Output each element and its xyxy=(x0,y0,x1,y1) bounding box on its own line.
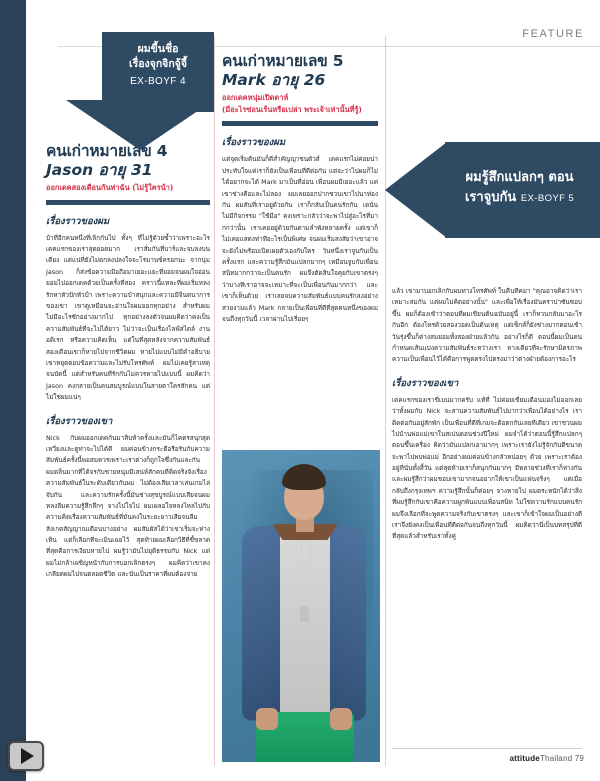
callout-tagline: EX-BOYF 4 xyxy=(130,76,186,88)
article-subtitle-2: (มีอะไรซ่อนเร้นหรือเปล่า พระเจ้าเท่านั้นที่รู้) xyxy=(222,104,362,114)
footer-edition: Thailand xyxy=(539,754,573,763)
feature-photo xyxy=(222,450,380,762)
photo-hand-left xyxy=(256,708,278,730)
callout-line-2: เรื่องจุกจิกจู้จี้ xyxy=(129,58,187,71)
section-rule xyxy=(46,200,210,205)
article-subtitle: ออกเดคสองเดือนกันท่าฉัน (ไม่รู้ใครน้า) xyxy=(46,182,174,192)
callout-text xyxy=(447,168,592,207)
my-story-body: บ้าที่อีกคนหนึ่งที่เลิกกันไป ทั้งๆ ที่ไม่รู้ด้วยซ้ำว่าเพราะอะไร เดคแรกของเราสุดยอดมาก เราสั่มกันที่บาร์และจบลงบนเตียง แต่แน่ที่ยังไม่ตกลงปลงใจจะโรมานซ์ครอกนะ จากนุ่ม Jason ก็ส่งข้อความมือถือมาเยอะแยะที่ยอมจนผมใจอ่อนยอมไปออกเดคด้วยเป็นครั้งที่สอง คราวนี้แหละที่ผมเริ่มหลงรักหาหัวปักหัวปำ เพราะความบ้าสนุกและความมีจินตนาการของเขา เขาดูเหมือนจะอ่านใจผมออกทุกอย่าง สำหรับผมไม่มีอะไรซักอย่างมากไป ทุกอย่างลงตัวจนผมคิดว่าคงเป็นความสัมพันธ์ที่จะไปได้ยาว ไม่ว่าจะเป็นเรื่องไลฟ์สไตล์ งานอดิเรก หรือความคิดเห็น แต่ในที่สุดหลังจากความสัมพันธ์สองเดือนเขาก็หายไปจากชีวิตผม หายไปแบบไม่มีคำอธิบาย เขาหยุดตอบข้อความและไม่รับโทรศัพท์ ผมไม่เคยรู้สาเหตุจนบัดนี้ แต่สำหรับคนที่รักกันไม่ควรหายไปแบบนี้ ผมคิดว่า Jason คงกลายเป็นคนสมบูรณ์แบบในสายตาใครสักคน แต่ไม่ใช่ผมแน่ๆ xyxy=(46,233,210,402)
his-story-body: Nick กับผมออกเดคกันมาสิบห้าครั้งและมันก็ไคตรสนุกสุดเหวี่ยงและดูท่าจะไปได้ดี ผมค่อนข้างกระดือรือรันกับความสัมพันธ์ครั้งนี้พอสมควรเพราะเราต่างก็ถูกใจซึ่งกันและกัน ผมตลิ่นมากที่ได้จรกับชายหนุ่มมีเสน่ห์สักคนที่คิดจริงจังเรื่องความสัมพันธ์ในระดับเดียวกับผม ไม่ต้องเสียเวลาเล่นเกมไล่จับกัน และความรักครั้งนี้มันช่างสุขบูรณ์แบบเสียจนผมหลงลืมความรู้สึกลึกๆ จางไปใจไป ผมเผลอใจหลงไหลไปกับความคิดเรื่องความสัมพันธ์ที่มั่นคงในระยะยาวเสียจนลืมสังเกตสัญญาณเตือนบางอย่าง ผมสัมผัสได้ว่าเขาเริ่มจะห่างเหิน แต่ก็เลือกที่จะเมินเฉยไว้ สุดท้ายผมเลือกวิธีที่ขี้ขลาดที่สุดคือการเงียบหายไป ผมรู้ว่ามันไม่ยุติธรรมกับ Nick แต่ผมไม่กล้าเผชิญหน้ากับการบอกเลิกตรงๆ ผมคิดว่าเขาคงเกลียดผมไปจนตลอดชีวิต และนั่นเป็นราคาที่ผมต้องจ่าย xyxy=(46,433,210,579)
article-column-middle xyxy=(222,52,378,325)
his-story-heading: เรื่องราวของเขา xyxy=(46,415,113,427)
article-column-right xyxy=(392,286,582,543)
footer-divider xyxy=(392,748,582,749)
article-column-left xyxy=(46,142,210,581)
footer-page-number: 79 xyxy=(574,754,584,763)
article-kicker: คนเก่าหมายเลข 5 xyxy=(222,52,344,70)
photo-hand-right xyxy=(330,708,352,730)
page-sheet xyxy=(26,0,600,781)
footer-credit xyxy=(509,754,584,763)
my-story-heading: เรื่องราวของผม xyxy=(222,137,286,149)
callout-text xyxy=(102,42,214,90)
callout-ex-boyf-4 xyxy=(66,32,214,150)
his-story-body: เดคแรกของเราขี่เบนมากครับ แท้ที่ ไม่ค่อยเขี่ยมเดือนมองไม่ออกเลยว่าทั้งผมกับ Nick จะสานความสัมพันธ์ไปมากว่าเพื่อนได้อย่างไร เราติดต่อกันอยู่สักพัก เป็นเพื่อนที่ดีที่เกมจะต้อตกกันเลยทีเดียว เขาชวนผมไปบ้านพ่อแม่เขาในสเปนตอนช่วงปีใหม่ ผมจำได้ว่าตอนนี้รู้สึกแปลกๆ ตอนขึ้นเครื่อง คิดว่ามันแปลกเอามากๆ เพราะเรายังไม่รู้จักกันดีขนาดจะพาไปพบพ่อแม่ อีกอย่างผมค่อนข้างกลัวหน่อยๆ ด้วย เพราะเราต้องอยู่ที่นั่นทั้งสิ้วัน แต่สุดท้ายเราก็สนุกกันมากๆ มีหลายช่วงที่เราก็ห่างกันและผมรู้สึกว่าผมชอบเขามากจนอยากให้เขาเป็นแฟนจริงๆ แต่เมื่อกลับถึงกรุงเทพฯ ความรู้สึกนั้นก็ค่อยๆ จางหายไป ผมตระหนักได้ว่าสิ่งที่ผมรู้สึกกับเขาคือความผูกพันแบบเพื่อนสนิท ไม่ใช่ความรักแบบคนรัก ผมจึงเลือกที่จะพูดความจริงกับเขาตรงๆ และเขาก็เข้าใจผมเป็นอย่างดี เราจึงยังคงเป็นเพื่อนที่ดีต่อกันจนถึงทุกวันนี้ ผมคิดว่านี่เป็นบทสรุปที่ดีที่สุดแล้วสำหรับเราทั้งคู่ xyxy=(392,395,582,541)
photo-necklace-chain xyxy=(301,542,311,608)
my-story-body-tail: แล้ว เขามาบอกเลิกกับผมทางโทรศัพท์ ในคืนทีคมา "คุณอาจคิดว่าเราเหมาะสมกัน แต่ผมไม่คิดอย่างนั้น" และเพื่อให้เรื่องมันคราปาซันซอบขึ้น ผมก็ต้องเซ้าว่าตอนที่ผมเขียนต้นฉบับอยู่นี้ เราก็หวนกลับมาอะไรกันอีก ต้องโทรด้วยสองวอดเป็นต้นเหตุ แต่เซ็กส์ก็ยังช่างมากตอนเช้าวันรุ่งขึ้นก็ต่างสมยอมทั้งสองฝ่ายแล้วกัน อย่างไรก็ดี ตอนนี้ผมเป็นคนกำหนดเส้นแบ่งความสัมพันธ์ระหว่างเรา ทางเดียวที่จะรักษามิตรภาพความเป็นเพื่อนไว้ได้คือการพูดตรงไปตรงมาว่าต่างฝ่ายต้องการอะไร xyxy=(392,287,582,364)
callout-line-1: ผมรู้สึกแปลกๆ ตอน xyxy=(465,170,574,185)
column-divider-left xyxy=(214,36,215,766)
his-story-heading: เรื่องราวของเขา xyxy=(392,377,459,389)
my-story-body: แต่จุดเริ่มต้นมันก็ดีสำคัญญาชนตัวส์ เดคแรกไม่ค่อยน่าประทับใจแค่เราก็ยังเป็นเพื่อนที่ดีต่อกัน แต่จะว่าไปผมก็ไม่ได้อยากจะได้ Mark มาเป็นที่อ่อน เพื่อนผมมีเยอะแล้ว แค่เขาช่างคือและไม่ลอง ผมเลยออกปากชวนเขาไปนาท่องกัน ผมสันที่เราอยู่ด้วยกัน เราก็กลับเป็นคนรักกัน เดนั่นไม่มีกิจกรรม "ใช้มือ" คงเพราะกลัวว่าจะพาไปสู่อะไรที่มากกว่านั้น เราเคยอยู่ด้วยกันตามลำพังหลายครั้ง แต่เขาก็ไม่เคยแสดงท่าทีอะไรเป็นพิเศษ จนผมเริ่มสงสัยว่าเขาอาจจะยังไม่พร้อมเปิดเผยตัวเองกับใคร วันหนึ่งเราจูบกันเป็นครั้งแรก และความรู้สึกมันแปลกมากๆ เหมือนจูบกับเพื่อนสนิทมากกว่าจะเป็นคนรัก ผมจึงตัดสินใจคุยกับเขาตรงๆ ว่าบางทีเราอาจจะเหมาะที่จะเป็นเพื่อนกันมากกว่า และเขาก็เห็นด้วย เราเลยจบความสัมพันธ์แบบคนรักลงอย่างสวยงามแล้ว Mark กลายเป็นเพื่อนที่ดีที่สุดคนหนึ่งของผมจนถึงทุกวันนี้ เวลาผ่านไปเรื่อยๆ xyxy=(222,155,378,323)
article-name: Mark อายุ 26 xyxy=(222,70,326,89)
reader-side-strip xyxy=(0,0,26,781)
play-icon xyxy=(21,748,34,764)
photo-dog-tag xyxy=(300,606,309,622)
article-name: Jason อายุ 31 xyxy=(46,160,153,179)
article-kicker: คนเก่าหมายเลข 4 xyxy=(46,142,168,160)
section-tag: FEATURE xyxy=(522,28,584,40)
callout-ex-boyf-5 xyxy=(385,142,600,238)
callout-arrowhead-icon xyxy=(66,100,214,150)
article-subtitle-1: ออกเดคหนุ่มเปิดตาห์ xyxy=(222,92,289,102)
section-rule xyxy=(222,121,378,126)
my-story-heading: เรื่องราวของผม xyxy=(46,215,110,227)
callout-line-2-wrap xyxy=(447,188,592,208)
callout-line-2: เราจูบกัน xyxy=(464,189,517,205)
callout-tagline: EX-BOYF 5 xyxy=(520,192,575,204)
footer-brand: attitude xyxy=(509,754,540,763)
play-button[interactable] xyxy=(8,741,44,771)
callout-arrowhead-icon xyxy=(385,142,447,238)
callout-line-1: ผมขี้นชื่อ xyxy=(137,43,179,55)
